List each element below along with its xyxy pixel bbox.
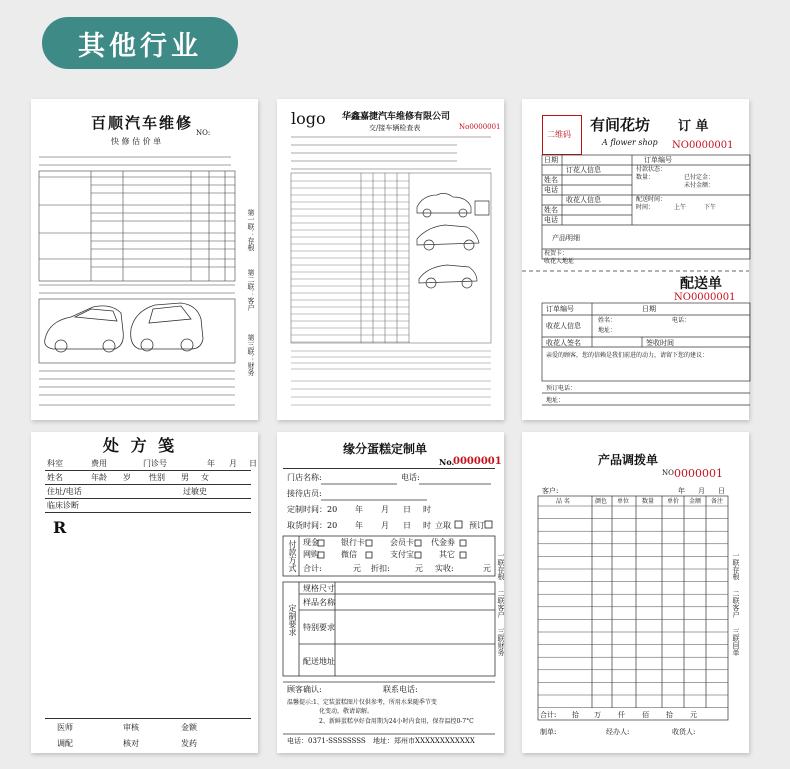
cake-immediate-pickup-option[interactable]: 立取 bbox=[435, 521, 451, 530]
transfer-month-label: 月 bbox=[698, 487, 705, 495]
cake-order-year: 年 bbox=[355, 505, 363, 514]
transfer-header-amount: 金额 bbox=[689, 498, 702, 505]
cake-tel: 电话：0371-SSSSSSSS bbox=[287, 737, 366, 745]
flower-card-label: 祝贺卡： bbox=[544, 250, 569, 257]
prescription-month-label: 月 bbox=[229, 459, 237, 468]
flower-order-title: 订 单 bbox=[678, 119, 709, 134]
prescription-review-label: 审核 bbox=[123, 723, 139, 732]
flower-am-option[interactable]: 上午 bbox=[674, 204, 687, 211]
flower-payment-status-label: 付款状态： bbox=[636, 166, 667, 173]
cake-pickup-year: 年 bbox=[355, 521, 363, 530]
cake-custom-section-label: 定制要求 bbox=[288, 604, 297, 636]
delivery-name-label: 姓名： bbox=[598, 317, 617, 324]
flower-shop-en: A flower shop bbox=[602, 138, 658, 147]
prescription-rx-symbol: R bbox=[53, 518, 67, 537]
flower-product-detail-label: 产品明细 bbox=[552, 234, 580, 242]
cake-side-note-2: 二联客户 bbox=[497, 590, 505, 618]
transfer-total-shi: 拾 bbox=[666, 711, 673, 719]
car-repair-form-card[interactable] bbox=[31, 99, 258, 420]
cake-pay-other[interactable]: 其它 bbox=[439, 550, 455, 559]
prescription-dispense-label: 调配 bbox=[57, 739, 73, 748]
cake-discount-label: 折扣: bbox=[371, 564, 390, 573]
cake-confirm-label: 顾客确认: bbox=[287, 685, 322, 694]
delivery-order-number-label: 订单编号 bbox=[546, 305, 574, 313]
inspection-subtitle: 交/接车辆检查表 bbox=[369, 124, 421, 132]
cake-pay-wechat[interactable]: 微信 bbox=[341, 550, 357, 559]
cake-pickup-hour: 时 bbox=[423, 521, 431, 530]
category-banner bbox=[42, 17, 238, 69]
delivery-sign-time-label: 签收时间 bbox=[646, 339, 674, 347]
flower-order-number-label: 订单编号 bbox=[644, 156, 672, 164]
cake-pay-online[interactable]: 网购 bbox=[303, 550, 319, 559]
cake-pickup-month: 月 bbox=[381, 521, 389, 530]
flower-order-card[interactable] bbox=[522, 99, 749, 420]
cake-notice-line-1: 温馨提示:1、定装蛋糕图片仅供参考，所用水果随季节变 bbox=[287, 699, 437, 706]
flower-orderer-info-label: 订花人信息 bbox=[566, 166, 601, 174]
prescription-dept-label: 科室 bbox=[47, 459, 63, 468]
cake-order-no: 0000001 bbox=[453, 456, 502, 467]
prescription-gender-label: 性别 bbox=[149, 473, 165, 482]
transfer-header-color: 颜色 bbox=[595, 498, 608, 505]
cake-order-hour: 时 bbox=[423, 505, 431, 514]
transfer-header-product: 品 名 bbox=[556, 498, 570, 505]
prescription-check-label: 核对 bbox=[123, 739, 139, 748]
flower-pm-option[interactable]: 下午 bbox=[704, 204, 717, 211]
car-repair-table bbox=[31, 99, 258, 420]
prescription-amount-label: 金额 bbox=[181, 723, 197, 732]
delivery-title: 配送单 bbox=[680, 276, 722, 292]
prescription-year-label: 年 bbox=[207, 459, 215, 468]
product-transfer-card[interactable] bbox=[522, 432, 749, 753]
cake-pickup-day: 日 bbox=[403, 521, 411, 530]
delivery-note: 亲爱的顾客，您的信赖是我们前进的动力，请留下您的建议： bbox=[546, 352, 709, 359]
prescription-doctor-label: 医师 bbox=[57, 723, 73, 732]
delivery-receiver-sign-label: 收花人签名 bbox=[546, 339, 581, 347]
flower-amount-label: 数量： bbox=[636, 174, 655, 181]
flower-recipient-phone-label: 电话 bbox=[544, 216, 558, 224]
transfer-total-label: 合计: bbox=[540, 711, 557, 719]
cake-pay-member-card[interactable]: 会员卡 bbox=[390, 538, 414, 547]
transfer-side-note-1: 一联存根 bbox=[732, 552, 740, 580]
flower-sender-label: 收花人地址 bbox=[544, 258, 575, 265]
cake-pay-bank-card[interactable]: 银行卡 bbox=[341, 538, 365, 547]
cake-sample-label: 样品名称 bbox=[303, 598, 335, 607]
cake-receiver-label: 接待店员: bbox=[287, 489, 322, 498]
flower-shop-name: 有间花坊 bbox=[590, 116, 651, 134]
cake-reserve-option[interactable]: 预订 bbox=[469, 521, 485, 530]
delivery-shop-address-label: 地址： bbox=[546, 397, 565, 404]
cake-actual-unit: 元 bbox=[483, 564, 491, 573]
inspection-no: No0000001 bbox=[459, 123, 501, 131]
cake-delivery-label: 配送地址 bbox=[303, 657, 335, 666]
flower-recipient-name-label: 姓名 bbox=[544, 206, 558, 214]
prescription-male-option[interactable]: 男 bbox=[181, 473, 189, 482]
cake-pay-cash[interactable]: 现金 bbox=[303, 538, 319, 547]
transfer-side-note-2: 二联客户 bbox=[732, 590, 740, 618]
cake-special-label: 特别要求 bbox=[303, 623, 335, 632]
flower-order-no: NO0000001 bbox=[672, 140, 734, 151]
vehicle-inspection-card[interactable] bbox=[277, 99, 504, 420]
cake-pickup-time-label: 取货时间：20 bbox=[287, 521, 338, 530]
cake-side-note-3: 三联财务 bbox=[497, 628, 505, 656]
transfer-day-label: 日 bbox=[718, 487, 725, 495]
delivery-order-phone-label: 预订电话： bbox=[546, 385, 577, 392]
cake-pay-voucher[interactable]: 代金劵 bbox=[431, 538, 455, 547]
transfer-maker-label: 制单: bbox=[540, 728, 557, 736]
cake-phone-label: 电话: bbox=[401, 473, 420, 482]
car-sketch-rear bbox=[131, 303, 203, 351]
flower-paid-label: 已付定金： bbox=[684, 174, 715, 181]
prescription-issue-label: 发药 bbox=[181, 739, 197, 748]
prescription-diagnosis-label: 临床诊断 bbox=[47, 501, 79, 510]
transfer-total-wan: 万 bbox=[594, 711, 601, 719]
prescription-row4-line bbox=[45, 512, 251, 513]
transfer-total-qian: 仟 bbox=[618, 711, 625, 719]
transfer-side-note-3: 三联回单 bbox=[732, 628, 740, 656]
cake-discount-unit: 元 bbox=[415, 564, 423, 573]
transfer-total-bai: 佰 bbox=[642, 711, 649, 719]
car-repair-no: NO: bbox=[196, 129, 211, 137]
flower-orderer-name-label: 姓名 bbox=[544, 176, 558, 184]
transfer-header-unit: 单位 bbox=[617, 498, 630, 505]
cake-order-card[interactable] bbox=[277, 432, 504, 753]
transfer-receiver-label: 收货人: bbox=[672, 728, 696, 736]
prescription-female-option[interactable]: 女 bbox=[201, 473, 209, 482]
cake-spec-label: 规格尺寸 bbox=[303, 584, 335, 593]
banner-title: 其他行业 bbox=[78, 30, 202, 62]
cake-order-day: 日 bbox=[403, 505, 411, 514]
cake-actual-label: 实收: bbox=[435, 564, 454, 573]
cake-notice-line-2: 化变动，敬请谅解。 bbox=[319, 708, 374, 715]
flower-time-label: 时间： bbox=[636, 204, 655, 211]
transfer-no: 0000001 bbox=[674, 467, 723, 480]
prescription-row2-line bbox=[45, 484, 251, 485]
inspection-car-diagrams bbox=[417, 193, 489, 288]
prescription-clinic-no-label: 门诊号 bbox=[143, 459, 167, 468]
transfer-year-label: 年 bbox=[678, 487, 685, 495]
delivery-phone-label: 电话： bbox=[672, 317, 691, 324]
prescription-name-label: 姓名 bbox=[47, 473, 63, 482]
transfer-title: 产品调拨单 bbox=[598, 453, 659, 467]
prescription-address-label: 住址/电话 bbox=[47, 487, 82, 496]
cake-total-unit: 元 bbox=[353, 564, 361, 573]
prescription-title: 处 方 笺 bbox=[103, 436, 178, 455]
cake-order-month: 月 bbox=[381, 505, 389, 514]
car-repair-subtitle: 快 修 估 价 单 bbox=[111, 137, 162, 146]
prescription-fee-label: 费用 bbox=[91, 459, 107, 468]
transfer-total-yuan: 元 bbox=[690, 711, 697, 719]
delivery-date-label: 日期 bbox=[642, 305, 656, 313]
cake-contact-label: 联系电话: bbox=[383, 685, 418, 694]
prescription-age-unit: 岁 bbox=[123, 473, 131, 482]
cake-store-label: 门店名称: bbox=[287, 473, 322, 482]
inspection-company: 华鑫嘉捷汽车维修有限公司 bbox=[342, 112, 451, 122]
transfer-customer-label: 客户: bbox=[542, 487, 559, 495]
transfer-header-qty: 数量 bbox=[642, 498, 655, 505]
car-sketch-front bbox=[45, 306, 124, 352]
car-repair-side-note-1: 第一联：存根 bbox=[247, 209, 255, 251]
inspection-logo: logo bbox=[291, 109, 326, 128]
transfer-no-prefix: NO bbox=[662, 469, 674, 477]
cake-order-title: 缘分蛋糕定制单 bbox=[343, 442, 428, 456]
delivery-no: NO0000001 bbox=[674, 292, 736, 303]
transfer-table bbox=[522, 432, 749, 753]
prescription-card[interactable] bbox=[31, 432, 258, 753]
flower-date-label: 日期 bbox=[544, 156, 558, 164]
car-repair-side-note-3: 第三联：财务 bbox=[247, 334, 255, 376]
transfer-handler-label: 经办人: bbox=[606, 728, 630, 736]
flower-delivery-time-label: 配送时间： bbox=[636, 196, 667, 203]
cake-pay-alipay[interactable]: 支付宝 bbox=[390, 550, 414, 559]
car-repair-side-note-2: 第二联：客户 bbox=[247, 269, 255, 311]
prescription-row1-line bbox=[45, 470, 251, 471]
flower-unpaid-label: 未付金额： bbox=[684, 182, 715, 189]
delivery-address-label: 地址： bbox=[598, 327, 617, 334]
transfer-header-price: 单价 bbox=[667, 498, 680, 505]
transfer-total-shi-wan: 拾 bbox=[572, 711, 579, 719]
prescription-allergy-label: 过敏史 bbox=[183, 487, 207, 496]
prescription-age-label: 年龄 bbox=[91, 473, 107, 482]
cake-order-no-prefix: No. bbox=[439, 457, 455, 467]
cake-payment-section-label: 付款方式 bbox=[288, 540, 297, 572]
prescription-row3-line bbox=[45, 498, 251, 499]
cake-notice-line-3: 2、新鲜蛋糕享好食用期为24小时内食用，保存温控0-7°C bbox=[319, 718, 474, 725]
delivery-receiver-info-label: 收花人信息 bbox=[546, 322, 581, 330]
cake-side-note-1: 一联存根 bbox=[497, 552, 505, 580]
transfer-header-note: 备注 bbox=[711, 498, 724, 505]
flower-orderer-phone-label: 电话 bbox=[544, 186, 558, 194]
cake-address: 地址：郑州市XXXXXXXXXXXX bbox=[373, 737, 475, 745]
car-repair-title: 百顺汽车维修 bbox=[91, 114, 194, 132]
inspection-table bbox=[277, 99, 504, 420]
qr-code-placeholder: 二维码 bbox=[542, 115, 582, 155]
cake-total-label: 合计: bbox=[303, 564, 322, 573]
prescription-day-label: 日 bbox=[249, 459, 257, 468]
prescription-footer-line bbox=[45, 718, 251, 719]
cake-order-time-label: 定制时间：20 bbox=[287, 505, 338, 514]
flower-recipient-info-label: 收花人信息 bbox=[566, 196, 601, 204]
